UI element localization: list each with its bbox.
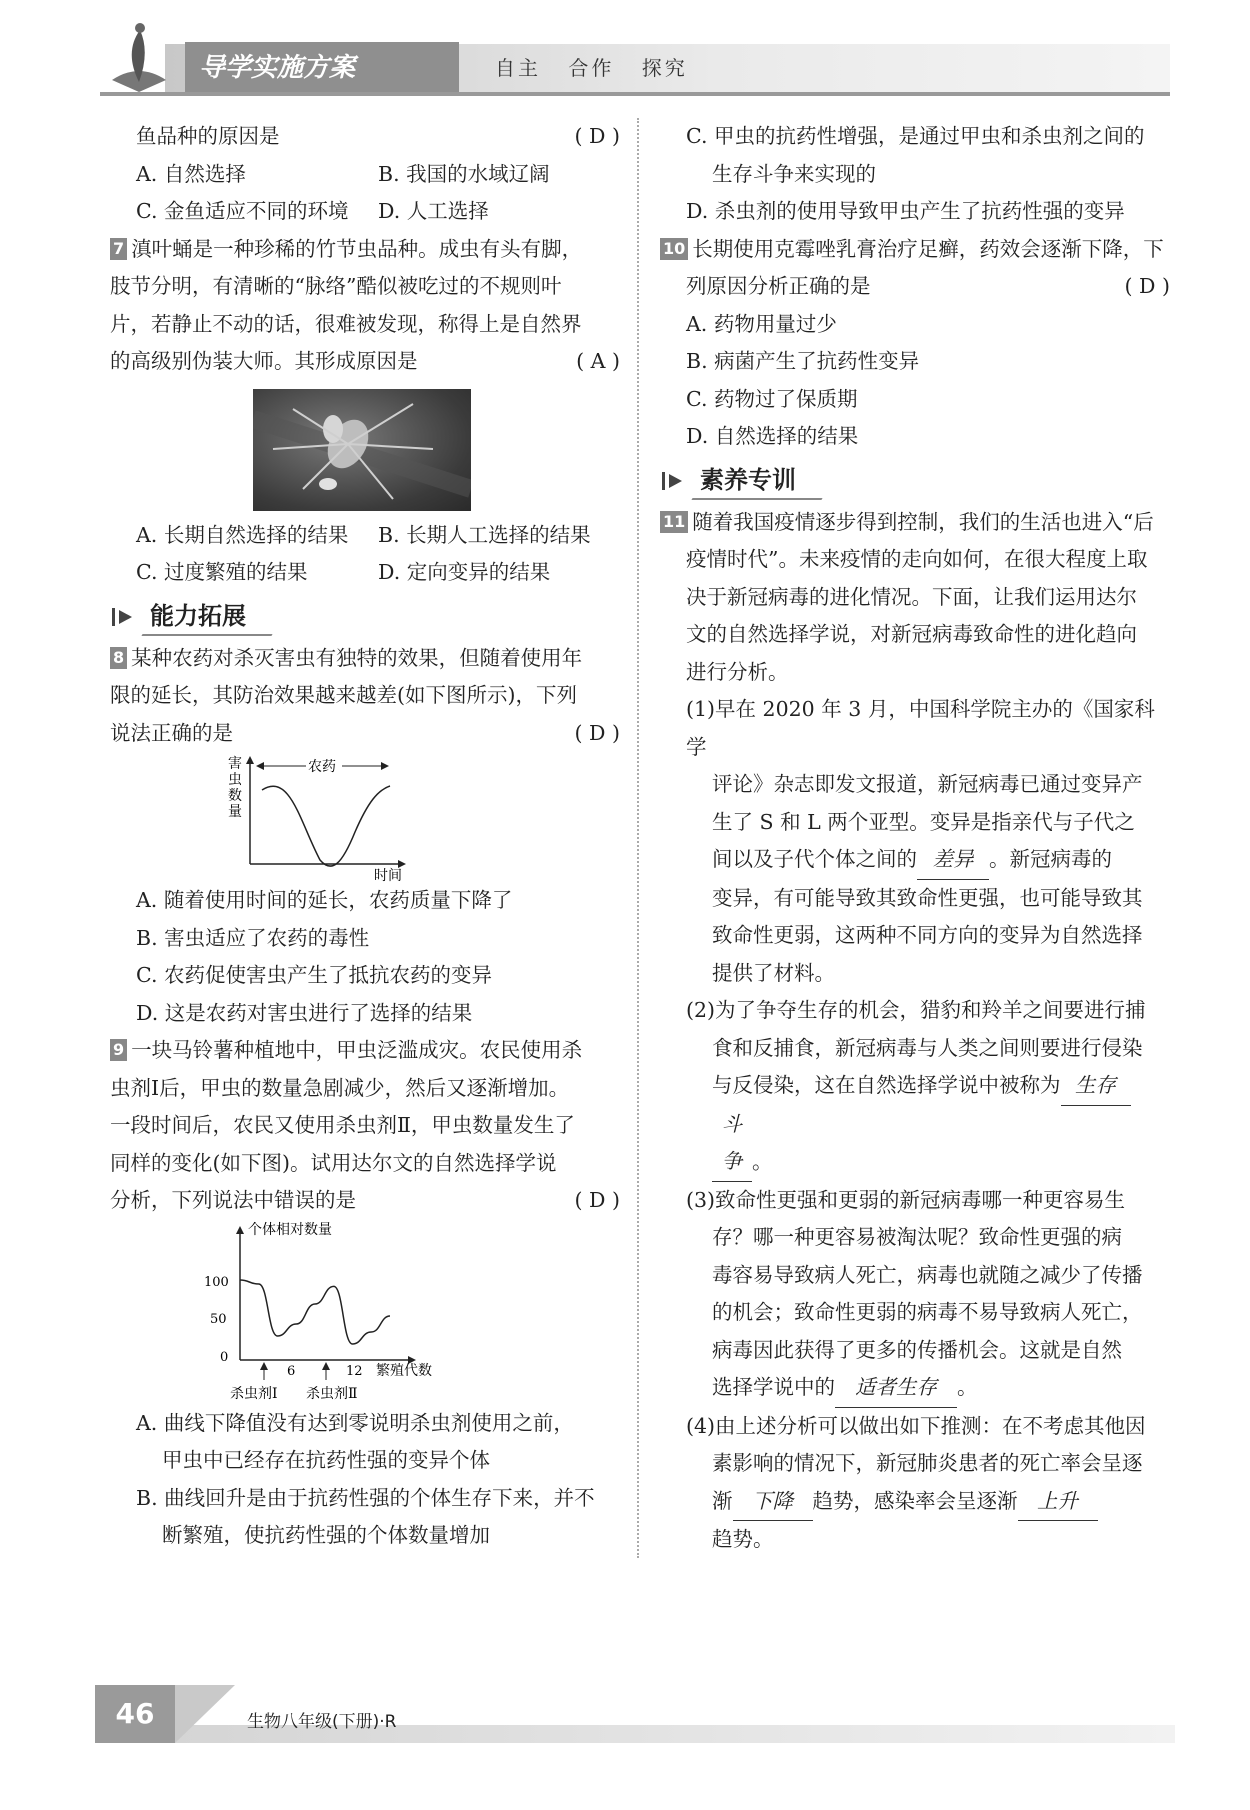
chart2-ylabel: 个体相对数量 xyxy=(248,1221,332,1238)
s1-line-4 xyxy=(660,841,1170,880)
q10-line-1 xyxy=(660,231,1170,269)
q9-option-a-1: A. 曲线下降值没有达到零说明杀虫剂使用之前， xyxy=(136,1410,574,1435)
s2-line-4 xyxy=(660,1106,1170,1182)
s4-mid: 趋势，感染率会呈逐渐 xyxy=(812,1488,1018,1513)
q6-options-row1 xyxy=(110,156,620,194)
q7-line-4 xyxy=(110,343,620,381)
s3-line-4: 的机会；致命性更弱的病毒不易导致病人死亡， xyxy=(712,1300,1143,1324)
q7-options-row2 xyxy=(110,554,620,592)
chart1-ylabel-1: 害 xyxy=(228,756,242,772)
left-column xyxy=(110,118,620,1555)
q8-line-1 xyxy=(110,640,620,678)
q10-text-2: 列原因分析正确的是 xyxy=(686,274,871,298)
q7-options-row1 xyxy=(110,517,620,555)
q8-option-c: C. 农药促使害虫产生了抵抗农药的变异 xyxy=(136,963,492,987)
chart1-x-arrow xyxy=(398,860,406,868)
q7-answer: ( A ) xyxy=(576,349,620,373)
q6-option-b: B. 我国的水域辽阔 xyxy=(378,161,550,186)
s3-post: 。 xyxy=(957,1375,978,1399)
arrow-pointer-icon xyxy=(662,470,688,492)
chart2-arrowhead-2 xyxy=(322,1362,330,1370)
s2-answer-blank-a: 生存 xyxy=(1061,1067,1131,1106)
footer-corner xyxy=(175,1685,235,1743)
q9-line-1 xyxy=(110,1032,620,1070)
q11-line-4: 文的自然选择学说，对新冠病毒致命性的进化趋向 xyxy=(686,622,1137,646)
q9-option-b-1: B. 曲线回升是由于抗药性强的个体生存下来，并不 xyxy=(136,1485,595,1510)
chart2-xtick-6: 6 xyxy=(287,1363,296,1379)
section-ability-extension xyxy=(110,596,620,636)
s1-post: 。新冠病毒的 xyxy=(989,847,1112,871)
chart2-ytick-50: 50 xyxy=(210,1311,227,1327)
chart2-xtick-12: 12 xyxy=(346,1363,363,1379)
stick-insect-photo xyxy=(253,389,471,511)
s3-line-2: 存？哪一种更容易被淘汰呢？致命性更强的病 xyxy=(712,1225,1122,1249)
chart1-annotation-arrow-left xyxy=(256,762,264,770)
q6-tail-text: 鱼品种的原因是 xyxy=(136,124,280,148)
q7-option-a: A. 长期自然选择的结果 xyxy=(136,522,349,547)
q10-answer: ( D ) xyxy=(1124,274,1170,298)
chart1-ylabel-2: 虫 xyxy=(228,772,242,788)
book-title: 生物八年级(下册)·R xyxy=(247,1712,397,1732)
chart2-y-arrow xyxy=(236,1226,244,1234)
q7-line-3: 片，若静止不动的话，很难被发现，称得上是自然界 xyxy=(110,311,582,336)
s2-answer-blank-b: 斗争 xyxy=(712,1106,752,1182)
s1-answer-blank: 差异 xyxy=(917,841,989,880)
q7-option-c: C. 过度繁殖的结果 xyxy=(136,560,308,584)
q9-number-badge: 9 xyxy=(110,1039,127,1061)
q7-line-2: 肢节分明，有清晰的“脉络”酷似被吃过的不规则叶 xyxy=(110,274,562,298)
q9-line-5 xyxy=(110,1182,620,1220)
chart2-ytick-0: 0 xyxy=(220,1349,229,1365)
q10-option-a: A. 药物用量过少 xyxy=(686,311,837,336)
q9-line-2: 虫剂Ⅰ后，甲虫的数量急剧减少，然后又逐渐增加。 xyxy=(110,1075,570,1100)
chart1-annotation-arrow-right xyxy=(381,762,389,770)
q8-number-badge: 8 xyxy=(110,647,127,669)
s4-line-4: 趋势。 xyxy=(712,1527,774,1551)
q11-number-badge: 11 xyxy=(660,511,688,533)
s2-line-1: (2)为了争夺生存的机会，猎豹和羚羊之间要进行捕 xyxy=(686,998,1146,1022)
q7-text-4: 的高级别伪装大师。其形成原因是 xyxy=(110,349,418,373)
chart2-annotation-2: 杀虫剂Ⅱ xyxy=(306,1385,358,1402)
chart1-y-arrow xyxy=(246,756,254,764)
q9-line-3: 一段时间后，农民又使用杀虫剂Ⅱ，甲虫数量发生了 xyxy=(110,1113,575,1137)
header-title: 导学实施方案 xyxy=(185,42,459,94)
arrow-pointer-icon xyxy=(112,606,138,628)
s3-line-3: 毒容易导致病人死亡，病毒也就随之减少了传播 xyxy=(712,1262,1143,1287)
s4-line-1: (4)由上述分析可以做出如下推测：在不考虑其他因 xyxy=(686,1413,1146,1438)
s3-answer-blank: 适者生存 xyxy=(835,1369,957,1408)
q9-answer: ( D ) xyxy=(574,1188,620,1212)
q10-option-d: D. 自然选择的结果 xyxy=(686,424,859,448)
s1-line-1: (1)早在 2020 年 3 月，中国科学院主办的《国家科学 xyxy=(686,697,1155,759)
book-leaf-logo-icon xyxy=(104,22,174,97)
section2-title: 素养专训 xyxy=(700,465,796,494)
chart1-series-line xyxy=(262,786,390,866)
header-tags: 自主 合作 探究 xyxy=(495,56,688,80)
q10-text-1: 长期使用克霉唑乳膏治疗足癣，药效会逐渐下降，下 xyxy=(692,236,1164,261)
chart1-ylabel-3: 数 xyxy=(228,788,242,804)
chart2-ytick-100: 100 xyxy=(204,1274,229,1290)
q9-text-5: 分析，下列说法中错误的是 xyxy=(110,1188,356,1212)
q9-option-c-1: C. 甲虫的抗药性增强，是通过甲虫和杀虫剂之间的 xyxy=(686,124,1145,148)
s4-answer-blank-b: 上升 xyxy=(1018,1483,1098,1522)
q8-text-3: 说法正确的是 xyxy=(110,720,233,745)
s1-line-3: 生了 S 和 L 两个亚型。变异是指亲代与子代之 xyxy=(712,809,1135,834)
chart1-annotation: 农药 xyxy=(308,759,336,775)
q6-tail xyxy=(110,118,620,156)
q8-option-b: B. 害虫适应了农药的毒性 xyxy=(136,925,370,950)
page-number: 46 xyxy=(95,1685,175,1743)
s2-line-2: 食和反捕食，新冠病毒与人类之间则要进行侵染 xyxy=(712,1035,1143,1060)
chart2-xlabel: 繁殖代数 xyxy=(376,1362,432,1379)
section1-title: 能力拓展 xyxy=(150,601,246,630)
s4-pre: 渐 xyxy=(712,1488,733,1513)
q7-option-b: B. 长期人工选择的结果 xyxy=(378,522,591,547)
q6-options-row2 xyxy=(110,193,620,231)
s1-line-7: 提供了材料。 xyxy=(712,960,835,985)
s3-pre: 选择学说中的 xyxy=(712,1375,835,1399)
s4-answer-blank-a: 下降 xyxy=(733,1483,813,1522)
q8-option-a: A. 随着使用时间的延长，农药质量下降了 xyxy=(136,888,513,912)
q11-line-3: 决于新冠病毒的进化情况。下面，让我们运用达尔 xyxy=(686,584,1137,609)
q6-option-d: D. 人工选择 xyxy=(378,199,489,223)
chart2-annotation-1: 杀虫剂Ⅰ xyxy=(230,1385,278,1402)
q9-option-c-2: 生存斗争来实现的 xyxy=(712,161,876,186)
s4-line-2: 素影响的情况下，新冠肺炎患者的死亡率会呈逐 xyxy=(712,1451,1143,1475)
chart2-series-line xyxy=(240,1280,390,1344)
s3-line-5: 病毒因此获得了更多的传播机会。这就是自然 xyxy=(712,1337,1122,1362)
q7-text-1: 滇叶蛹是一种珍稀的竹节虫品种。成虫有头有脚， xyxy=(131,236,583,261)
q7-number-badge: 7 xyxy=(110,238,127,260)
s2-post: 。 xyxy=(752,1149,773,1173)
q6-option-c: C. 金鱼适应不同的环境 xyxy=(136,199,349,223)
right-column xyxy=(660,118,1170,1559)
q6-option-a: A. 自然选择 xyxy=(136,161,246,186)
q9-option-d: D. 杀虫剂的使用导致甲虫产生了抗药性强的变异 xyxy=(686,199,1125,223)
chart1-ylabel-4: 量 xyxy=(228,804,242,820)
s1-line-5: 变异，有可能导致其致命性更强，也可能导致其 xyxy=(712,885,1143,910)
page-header xyxy=(100,22,1170,102)
s1-line-6: 致命性更弱，这两种不同方向的变异为自然选择 xyxy=(712,923,1143,947)
q9-option-b-2: 断繁殖，使抗药性强的个体数量增加 xyxy=(162,1523,490,1547)
section-literacy-training xyxy=(660,460,1170,500)
q9-line-4: 同样的变化(如下图)。试用达尔文的自然选择学说 xyxy=(110,1150,557,1175)
q6-answer: ( D ) xyxy=(574,124,620,148)
q10-line-2 xyxy=(660,268,1170,306)
q8-line-2: 限的延长，其防治效果越来越差(如下图所示)，下列 xyxy=(110,683,577,707)
beetle-population-chart xyxy=(110,1220,620,1405)
q11-line-5: 进行分析。 xyxy=(686,659,789,684)
q11-line-1 xyxy=(660,504,1170,542)
q11-line-2: 疫情时代”。未来疫情的走向如何，在很大程度上取 xyxy=(686,547,1148,571)
q8-option-d: D. 这是农药对害虫进行了选择的结果 xyxy=(136,1000,473,1025)
q11-text-1: 随着我国疫情逐步得到控制，我们的生活也进入“后 xyxy=(692,509,1154,534)
s3-line-1: (3)致命性更强和更弱的新冠病毒哪一种更容易生 xyxy=(686,1187,1126,1212)
s1-line-2: 评论》杂志即发文报道，新冠病毒已通过变异产 xyxy=(712,772,1143,796)
q8-line-3 xyxy=(110,715,620,753)
q8-answer: ( D ) xyxy=(574,720,620,745)
s2-pre: 与反侵染，这在自然选择学说中被称为 xyxy=(712,1073,1061,1097)
q9-option-a-2: 甲虫中已经存在抗药性强的变异个体 xyxy=(162,1448,490,1472)
stick-insect-icon xyxy=(253,389,471,511)
chart2-arrowhead-1 xyxy=(260,1362,268,1370)
s1-pre: 间以及子代个体之间的 xyxy=(712,847,917,871)
s3-line-6 xyxy=(660,1369,1170,1408)
q9-text-1: 一块马铃薯种植地中，甲虫泛滥成灾。农民使用杀 xyxy=(131,1038,583,1062)
s4-line-3 xyxy=(660,1483,1170,1522)
q10-option-b: B. 病菌产生了抗药性变异 xyxy=(686,349,920,373)
q10-option-c: C. 药物过了保质期 xyxy=(686,386,858,411)
q8-text-1: 某种农药对杀灭害虫有独特的效果，但随着使用年 xyxy=(131,645,583,670)
q7-option-d: D. 定向变异的结果 xyxy=(378,560,551,584)
column-divider xyxy=(637,118,639,1558)
q7-line-1 xyxy=(110,231,620,269)
page-footer xyxy=(95,1685,1175,1745)
chart1-xlabel: 时间 xyxy=(374,868,402,882)
q10-number-badge: 10 xyxy=(660,238,688,260)
header-rule xyxy=(100,92,1170,96)
pest-population-chart xyxy=(110,752,620,882)
s2-line-3 xyxy=(660,1067,1170,1106)
